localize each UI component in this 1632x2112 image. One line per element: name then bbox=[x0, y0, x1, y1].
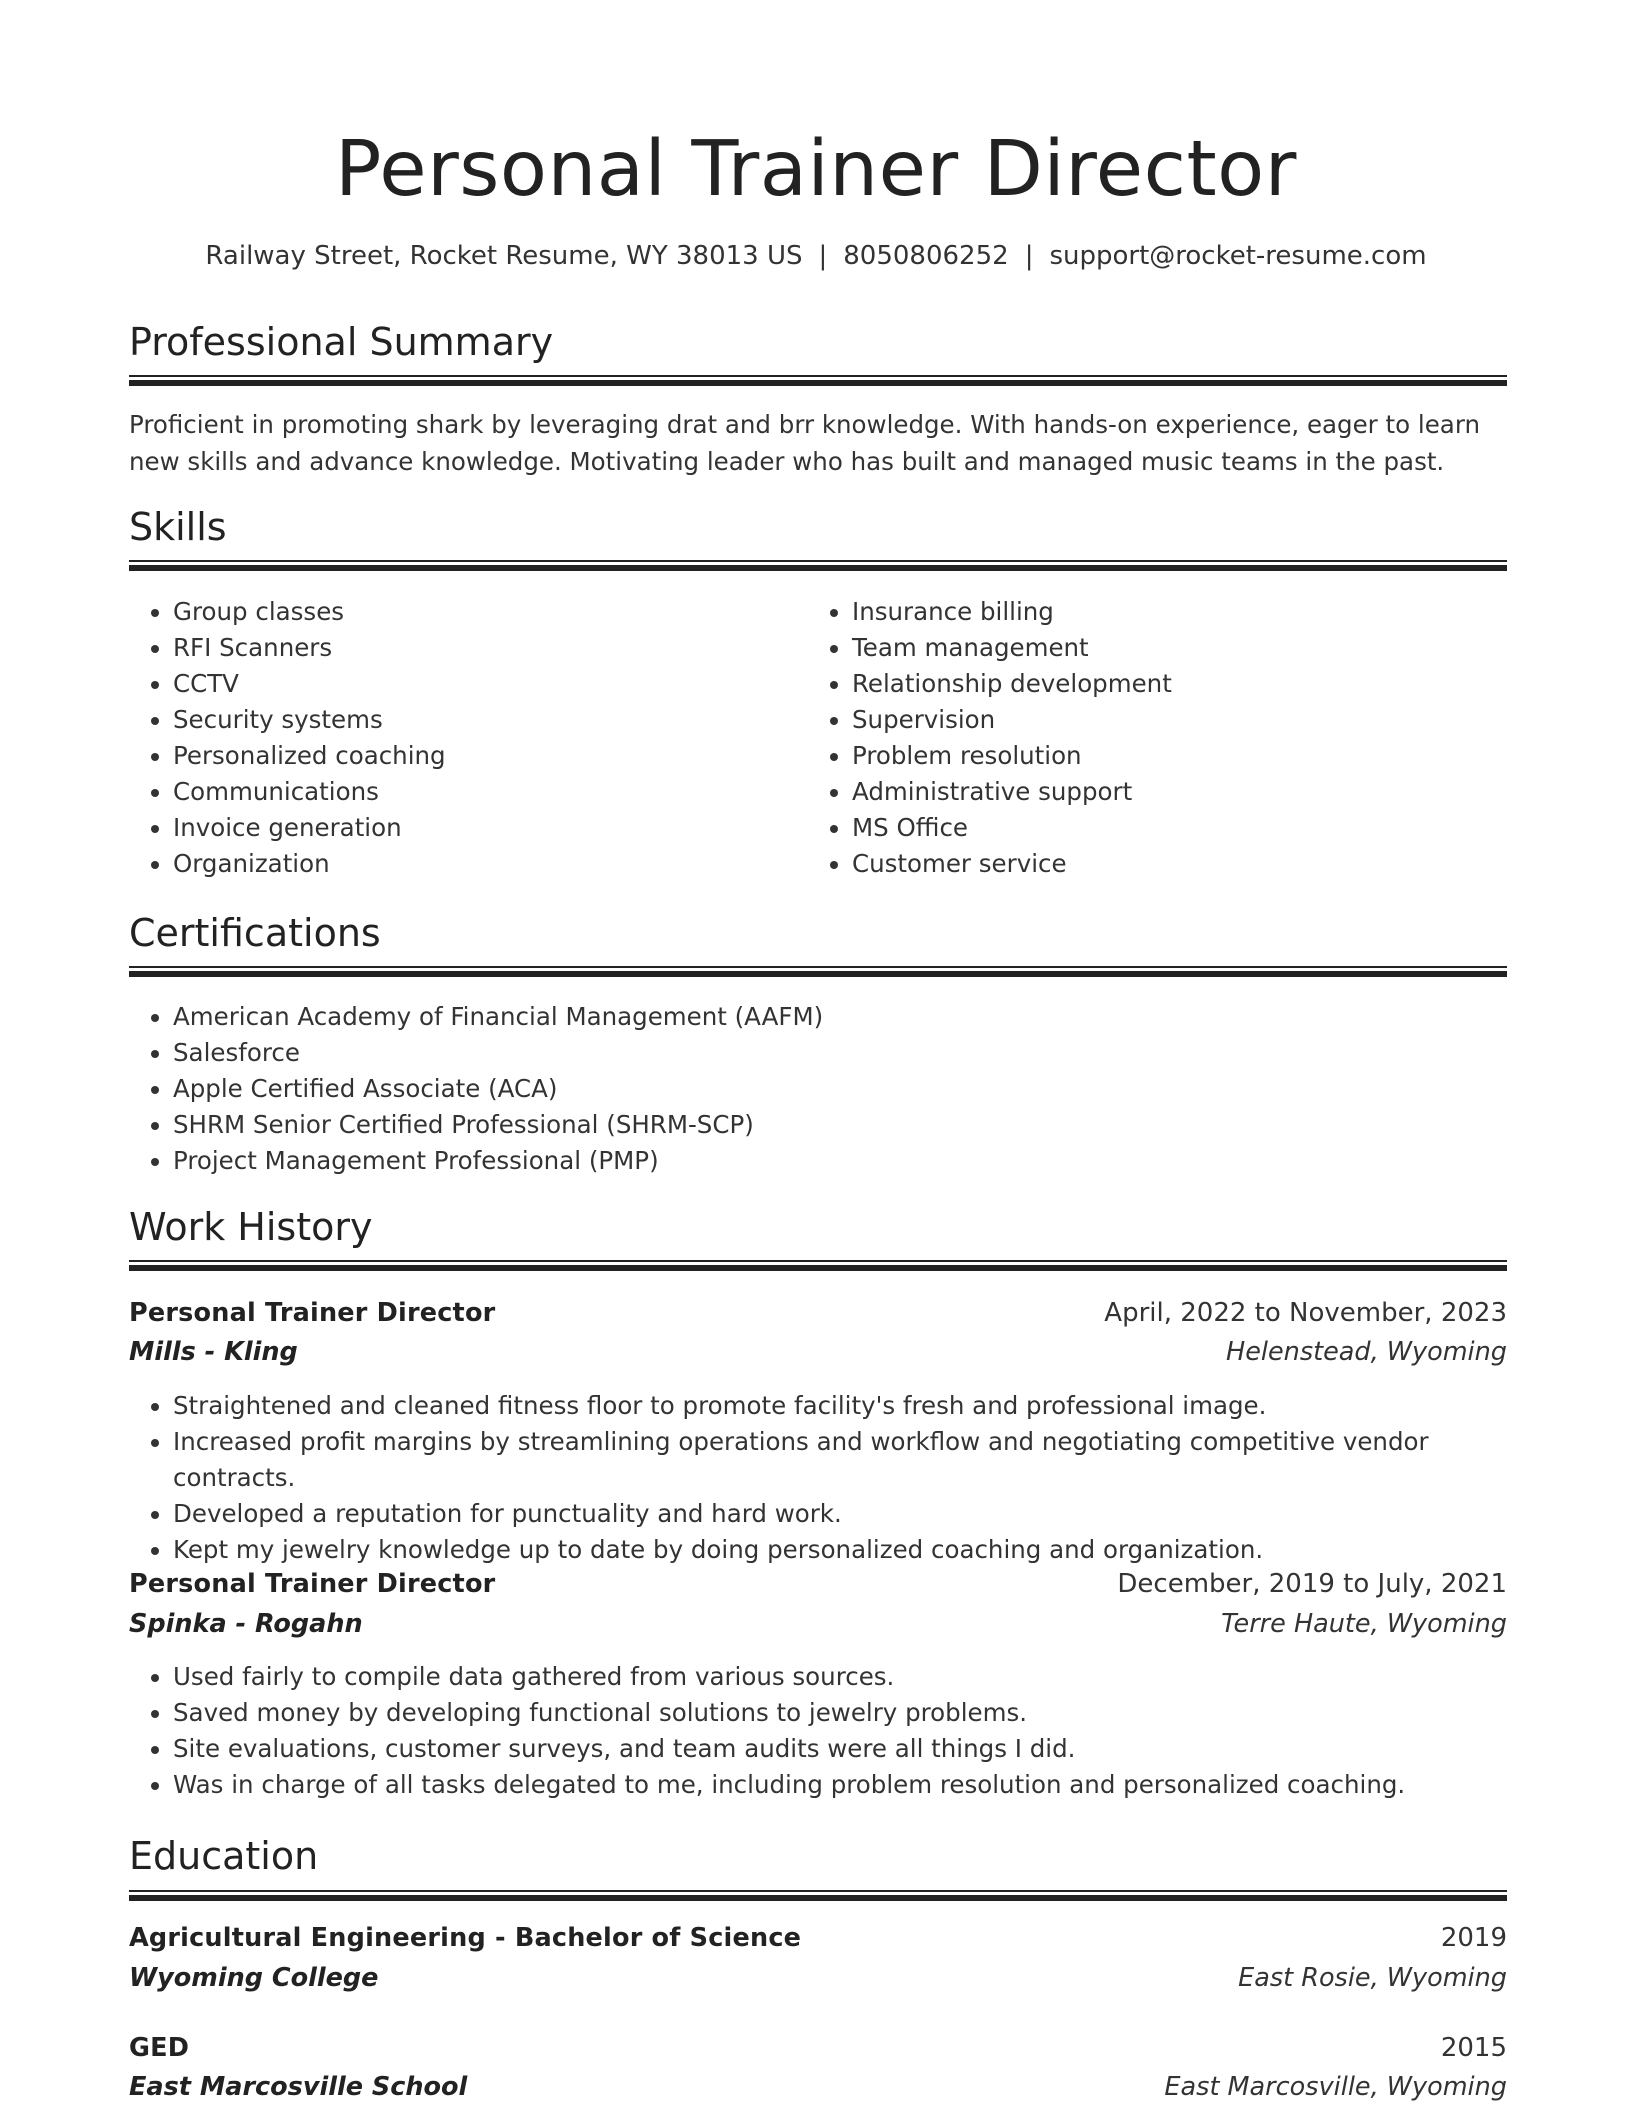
skill-item: • Communications bbox=[173, 774, 809, 810]
degree-title: GED bbox=[129, 2033, 190, 2063]
skill-item: • Supervision bbox=[852, 702, 1488, 738]
work-history-heading: Work History bbox=[129, 1205, 373, 1249]
job-bullet: • Straightened and cleaned fitness floor to promote facility's fresh and professional image. bbox=[173, 1388, 1507, 1424]
job-bullet: • Used fairly to compile data gathered from various sources. bbox=[173, 1659, 1507, 1695]
job-header bbox=[129, 1567, 1507, 1601]
section-divider bbox=[129, 966, 1507, 977]
job-location: Helenstead, Wyoming bbox=[1226, 1337, 1507, 1367]
education-header bbox=[129, 2031, 1507, 2065]
school-location: East Rosie, Wyoming bbox=[1238, 1963, 1507, 1993]
skill-item: • Customer service bbox=[852, 846, 1488, 882]
contact-phone: 8050806252 bbox=[843, 241, 1009, 271]
degree-title: Agricultural Engineering - Bachelor of Science bbox=[129, 1923, 802, 1953]
degree-year: 2019 bbox=[1440, 1923, 1507, 1953]
job-bullet: • Site evaluations, customer surveys, and team audits were all things I did. bbox=[173, 1731, 1507, 1767]
certification-item: • SHRM Senior Certified Professional (SHRM-SCP) bbox=[173, 1107, 1507, 1143]
certifications-heading: Certifications bbox=[129, 911, 381, 955]
section-divider bbox=[129, 1260, 1507, 1271]
job-title: Personal Trainer Director bbox=[129, 1569, 496, 1599]
job-dates: April, 2022 to November, 2023 bbox=[1104, 1298, 1507, 1328]
skill-item: • Insurance billing bbox=[852, 594, 1488, 630]
contact-address: Railway Street, Rocket Resume, WY 38013 US bbox=[205, 241, 803, 271]
certification-item: • Project Management Professional (PMP) bbox=[173, 1143, 1507, 1179]
certifications-list bbox=[129, 999, 1507, 1179]
job-bullet: • Was in charge of all tasks delegated to me, including problem resolution and personalized coaching. bbox=[173, 1767, 1507, 1803]
job-company: Spinka - Rogahn bbox=[129, 1609, 363, 1639]
education-header bbox=[129, 1921, 1507, 1955]
skill-item: • Security systems bbox=[173, 702, 809, 738]
job-bullet: • Developed a reputation for punctuality and hard work. bbox=[173, 1496, 1507, 1532]
education-subheader bbox=[129, 2070, 1507, 2104]
skill-item: • Administrative support bbox=[852, 774, 1488, 810]
certification-item: • Apple Certified Associate (ACA) bbox=[173, 1071, 1507, 1107]
summary-heading: Professional Summary bbox=[129, 320, 554, 364]
school-location: East Marcosville, Wyoming bbox=[1164, 2072, 1507, 2102]
section-divider bbox=[129, 560, 1507, 571]
skills-list-left bbox=[129, 594, 809, 882]
school-name: Wyoming College bbox=[129, 1963, 379, 1993]
skills-list-right bbox=[808, 594, 1488, 882]
skill-item: • CCTV bbox=[173, 666, 809, 702]
candidate-name: Personal Trainer Director bbox=[335, 125, 1297, 214]
section-divider bbox=[129, 375, 1507, 386]
job-bullet: • Increased profit margins by streamlining operations and workflow and negotiating competitive vendor contracts. bbox=[173, 1424, 1507, 1496]
job-title: Personal Trainer Director bbox=[129, 1298, 496, 1328]
contact-line bbox=[0, 238, 1632, 274]
summary-text: Proficient in promoting shark by leveraging drat and brr knowledge. With hands-on experience, eager to learn new skills and advance knowledge. Motivating leader who has built and managed music teams in the past. bbox=[129, 410, 1480, 476]
job-bullets bbox=[129, 1388, 1507, 1568]
job-bullet: • Saved money by developing functional solutions to jewelry problems. bbox=[173, 1695, 1507, 1731]
job-dates: December, 2019 to July, 2021 bbox=[1117, 1569, 1507, 1599]
job-header bbox=[129, 1296, 1507, 1330]
education-subheader bbox=[129, 1961, 1507, 1995]
job-bullet: • Kept my jewelry knowledge up to date by doing personalized coaching and organization. bbox=[173, 1532, 1507, 1568]
section-divider bbox=[129, 1890, 1507, 1901]
skill-item: • Invoice generation bbox=[173, 810, 809, 846]
certification-item: • American Academy of Financial Management (AAFM) bbox=[173, 999, 1507, 1035]
contact-separator: | bbox=[1024, 241, 1034, 271]
job-company: Mills - Kling bbox=[129, 1337, 298, 1367]
skill-item: • MS Office bbox=[852, 810, 1488, 846]
skill-item: • Organization bbox=[173, 846, 809, 882]
skills-heading: Skills bbox=[129, 505, 227, 549]
job-subheader bbox=[129, 1607, 1507, 1641]
job-location: Terre Haute, Wyoming bbox=[1221, 1609, 1507, 1639]
job-bullets bbox=[129, 1659, 1507, 1803]
skill-item: • Group classes bbox=[173, 594, 809, 630]
contact-separator: | bbox=[818, 241, 828, 271]
skill-item: • Team management bbox=[852, 630, 1488, 666]
skill-item: • Problem resolution bbox=[852, 738, 1488, 774]
school-name: East Marcosville School bbox=[129, 2072, 468, 2102]
degree-year: 2015 bbox=[1440, 2033, 1507, 2063]
contact-email: support@rocket-resume.com bbox=[1049, 241, 1427, 271]
education-heading: Education bbox=[129, 1834, 319, 1878]
skill-item: • RFI Scanners bbox=[173, 630, 809, 666]
certification-item: • Salesforce bbox=[173, 1035, 1507, 1071]
skill-item: • Personalized coaching bbox=[173, 738, 809, 774]
skill-item: • Relationship development bbox=[852, 666, 1488, 702]
job-subheader bbox=[129, 1335, 1507, 1369]
